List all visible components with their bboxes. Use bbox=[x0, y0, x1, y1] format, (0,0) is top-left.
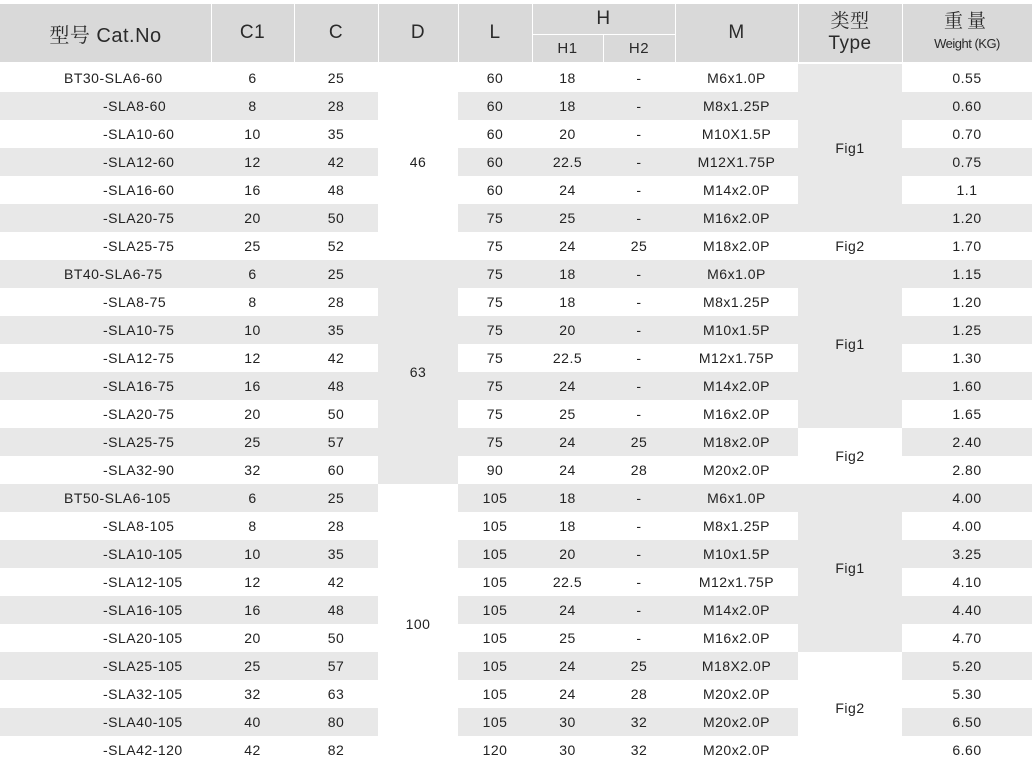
header-h1: H1 bbox=[532, 34, 603, 62]
table-row-h2: - bbox=[603, 596, 675, 624]
table-row-c1: 25 bbox=[211, 428, 294, 456]
table-row-l: 105 bbox=[482, 574, 508, 590]
header-divider bbox=[211, 4, 212, 62]
table-row-h1: 18 bbox=[532, 92, 603, 120]
table-row-c1: 32 bbox=[244, 462, 261, 478]
table-row-h1: 18 bbox=[532, 484, 603, 512]
table-row-cat-no: -SLA20-105 bbox=[103, 630, 183, 646]
group-d-value: 46 bbox=[409, 154, 427, 170]
table-row-weight: 4.00 bbox=[902, 484, 1032, 512]
table-row-c1: 10 bbox=[211, 540, 294, 568]
table-row-h1: 24 bbox=[532, 428, 603, 456]
table-row-cat-no: -SLA20-75 bbox=[103, 406, 175, 422]
table-row-m: M10X1.5P bbox=[701, 126, 772, 142]
table-row-m: M8x1.25P bbox=[702, 294, 771, 310]
table-row-l: 120 bbox=[482, 742, 508, 758]
table-row-c1: 10 bbox=[211, 316, 294, 344]
table-row-l: 60 bbox=[486, 182, 504, 198]
table-row-c: 42 bbox=[294, 148, 378, 176]
table-row-m: M12x1.75P bbox=[698, 350, 775, 366]
header-type-en: Type bbox=[828, 33, 872, 54]
header-weight bbox=[902, 4, 1032, 62]
table-row-weight: 1.25 bbox=[902, 316, 1032, 344]
table-row-m: M6x1.0P bbox=[707, 70, 766, 86]
header-l: L bbox=[458, 4, 532, 62]
table-row-h2: - bbox=[603, 92, 675, 120]
header-divider bbox=[603, 34, 604, 62]
table-row-h2: 28 bbox=[630, 686, 648, 702]
table-row-h2: - bbox=[603, 372, 675, 400]
table-row-c1: 10 bbox=[244, 126, 261, 142]
table-row-cat-no: -SLA25-75 bbox=[103, 238, 175, 254]
table-row-h2: - bbox=[603, 484, 675, 512]
table-row-l: 75 bbox=[486, 350, 504, 366]
header-type-cn: 类型 bbox=[830, 11, 870, 32]
table-row-cat-no: -SLA32-90 bbox=[103, 462, 175, 478]
table-row-cat-no: -SLA8-60 bbox=[0, 92, 211, 120]
table-row-l: 75 bbox=[458, 372, 532, 400]
table-row-l: 60 bbox=[458, 92, 532, 120]
table-row-h2: - bbox=[636, 518, 642, 534]
table-row-h2: - bbox=[636, 70, 642, 86]
table-row-c1: 8 bbox=[248, 294, 257, 310]
table-row-c: 50 bbox=[294, 204, 378, 232]
table-row-c1: 25 bbox=[211, 652, 294, 680]
table-row-cat-no: -SLA25-75 bbox=[0, 428, 211, 456]
table-row-h1: 20 bbox=[532, 540, 603, 568]
table-row-c1: 8 bbox=[248, 518, 257, 534]
table-row-h1: 25 bbox=[559, 406, 576, 422]
table-row-cat-no: -SLA8-105 bbox=[103, 518, 175, 534]
table-row-c1: 40 bbox=[211, 708, 294, 736]
header-c: C bbox=[294, 4, 378, 62]
header-weight-cn: 重量 bbox=[943, 11, 990, 32]
header-divider bbox=[378, 4, 379, 62]
table-row-cat-no: -SLA16-105 bbox=[0, 596, 211, 624]
table-row-weight: 1.70 bbox=[952, 238, 982, 254]
table-row-c1: 12 bbox=[244, 574, 261, 590]
group-type-value: Fig1 bbox=[798, 64, 902, 232]
table-row-cat-no: -SLA25-105 bbox=[0, 652, 211, 680]
table-row-c: 35 bbox=[327, 126, 345, 142]
group-type-value: Fig1 bbox=[798, 260, 902, 428]
table-row-l: 105 bbox=[458, 540, 532, 568]
table-row-h1: 18 bbox=[559, 70, 576, 86]
table-row-m: M8x1.25P bbox=[702, 518, 771, 534]
table-row-weight: 1.20 bbox=[952, 294, 982, 310]
table-row-cat-no: -SLA42-120 bbox=[103, 742, 183, 758]
table-row-m: M6x1.0P bbox=[675, 260, 798, 288]
table-row-c: 25 bbox=[294, 484, 378, 512]
table-row-h2: 25 bbox=[630, 238, 648, 254]
table-row-l: 105 bbox=[482, 630, 508, 646]
table-row-weight: 0.55 bbox=[952, 70, 982, 86]
table-row-m: M20x2.0P bbox=[702, 686, 771, 702]
table-row-h1: 24 bbox=[532, 372, 603, 400]
table-row-weight: 1.15 bbox=[902, 260, 1032, 288]
table-row-h1: 18 bbox=[532, 260, 603, 288]
table-row-c1: 25 bbox=[244, 238, 261, 254]
table-row-h1: 24 bbox=[559, 462, 576, 478]
table-row-m: M12x1.75P bbox=[698, 574, 775, 590]
table-row-m: M14x2.0P bbox=[675, 596, 798, 624]
table-row-c1: 12 bbox=[244, 350, 261, 366]
table-row-h1: 18 bbox=[559, 294, 576, 310]
header-divider bbox=[902, 4, 903, 62]
table-row-c: 48 bbox=[294, 596, 378, 624]
table-row-h2: 25 bbox=[603, 428, 675, 456]
table-row-h2: - bbox=[636, 182, 642, 198]
table-row-l: 75 bbox=[458, 204, 532, 232]
table-row-h1: 24 bbox=[532, 596, 603, 624]
table-row-weight: 3.25 bbox=[902, 540, 1032, 568]
table-row-l: 105 bbox=[458, 708, 532, 736]
table-row-c1: 8 bbox=[211, 92, 294, 120]
table-row-h2: 32 bbox=[603, 708, 675, 736]
table-row-c1: 20 bbox=[211, 204, 294, 232]
table-row-c1: 42 bbox=[244, 742, 261, 758]
table-row-weight: 1.65 bbox=[952, 406, 982, 422]
table-row-m: M16x2.0P bbox=[675, 204, 798, 232]
table-row-weight: 1.1 bbox=[956, 182, 978, 198]
table-row-c1: 16 bbox=[211, 596, 294, 624]
table-row-m: M6x1.0P bbox=[675, 484, 798, 512]
table-row-h1: 24 bbox=[532, 652, 603, 680]
header-divider bbox=[458, 4, 459, 62]
table-row-c1: 16 bbox=[244, 182, 261, 198]
table-row-weight: 4.40 bbox=[902, 596, 1032, 624]
table-row-cat-no: -SLA10-60 bbox=[103, 126, 175, 142]
header-h: H bbox=[532, 4, 675, 34]
header-divider bbox=[294, 4, 295, 62]
table-row-c1: 20 bbox=[244, 406, 261, 422]
table-row-l: 105 bbox=[458, 652, 532, 680]
table-row-h2: - bbox=[603, 260, 675, 288]
group-type-value: Fig1 bbox=[798, 484, 902, 652]
table-row-l: 105 bbox=[458, 596, 532, 624]
table-row-cat-no: -SLA20-75 bbox=[0, 204, 211, 232]
table-row-h2: - bbox=[636, 574, 642, 590]
table-row-c: 28 bbox=[294, 92, 378, 120]
table-row-weight: 5.20 bbox=[902, 652, 1032, 680]
header-h2: H2 bbox=[603, 34, 675, 62]
table-row-weight: 2.80 bbox=[952, 462, 982, 478]
table-row-h2: 28 bbox=[630, 462, 648, 478]
table-row-cat-no: -SLA32-105 bbox=[103, 686, 183, 702]
table-row-weight: 4.00 bbox=[952, 518, 982, 534]
table-row-h2: 25 bbox=[603, 652, 675, 680]
table-row-c: 48 bbox=[294, 372, 378, 400]
table-row-c: 50 bbox=[327, 630, 345, 646]
header-divider bbox=[675, 4, 676, 62]
table-row-weight: 1.60 bbox=[902, 372, 1032, 400]
table-row-c: 42 bbox=[327, 350, 345, 366]
group-d-value: 100 bbox=[405, 616, 431, 632]
table-row-c1: 16 bbox=[211, 372, 294, 400]
table-row-weight: 1.30 bbox=[952, 350, 982, 366]
header-c1: C1 bbox=[211, 4, 294, 62]
table-row-cat-no: -SLA16-75 bbox=[0, 372, 211, 400]
table-row-h2: 32 bbox=[630, 742, 648, 758]
table-row-c: 42 bbox=[327, 574, 345, 590]
table-row-cat-no: BT30-SLA6-60 bbox=[64, 70, 163, 86]
table-row-weight: 4.70 bbox=[952, 630, 982, 646]
table-row-l: 75 bbox=[458, 260, 532, 288]
table-row-cat-no: -SLA40-105 bbox=[0, 708, 211, 736]
table-row-h2: - bbox=[636, 350, 642, 366]
table-row-cat-no: -SLA10-105 bbox=[0, 540, 211, 568]
table-row-c: 63 bbox=[327, 686, 345, 702]
table-row-weight: 0.70 bbox=[952, 126, 982, 142]
table-row-l: 105 bbox=[482, 518, 508, 534]
header-m: M bbox=[675, 4, 798, 62]
table-row-l: 60 bbox=[458, 148, 532, 176]
table-row-c: 80 bbox=[294, 708, 378, 736]
header-divider bbox=[798, 4, 799, 62]
table-row-c: 25 bbox=[294, 260, 378, 288]
table-row-weight: 2.40 bbox=[902, 428, 1032, 456]
table-row-h1: 30 bbox=[532, 708, 603, 736]
table-row-h1: 25 bbox=[532, 204, 603, 232]
table-row-c: 57 bbox=[294, 428, 378, 456]
table-row-h1: 25 bbox=[559, 630, 576, 646]
table-row-h1: 22.5 bbox=[552, 350, 583, 366]
header-type bbox=[798, 4, 902, 62]
table-row-h1: 22.5 bbox=[552, 574, 583, 590]
table-row-c: 35 bbox=[294, 540, 378, 568]
table-row-weight: 6.50 bbox=[902, 708, 1032, 736]
table-row-cat-no: -SLA8-75 bbox=[103, 294, 167, 310]
table-row-c: 35 bbox=[294, 316, 378, 344]
table-row-h2: - bbox=[636, 294, 642, 310]
table-row-l: 75 bbox=[458, 316, 532, 344]
table-row-c: 25 bbox=[327, 70, 345, 86]
table-row-c1: 6 bbox=[211, 260, 294, 288]
table-row-weight: 5.30 bbox=[952, 686, 982, 702]
table-row-cat-no: -SLA12-105 bbox=[103, 574, 183, 590]
table-row-m: M18x2.0P bbox=[675, 428, 798, 456]
table-row-weight: 0.60 bbox=[902, 92, 1032, 120]
table-row-c: 57 bbox=[294, 652, 378, 680]
table-row-h1: 22.5 bbox=[532, 148, 603, 176]
table-row-h1: 20 bbox=[559, 126, 576, 142]
table-row-cat-no: -SLA12-75 bbox=[103, 350, 175, 366]
header-d: D bbox=[378, 4, 458, 62]
table-row-m: M16x2.0P bbox=[702, 630, 771, 646]
table-row-h2: - bbox=[636, 126, 642, 142]
table-row-l: 90 bbox=[486, 462, 504, 478]
table-row-h1: 24 bbox=[559, 686, 576, 702]
table-row-l: 75 bbox=[458, 428, 532, 456]
table-row-h2: - bbox=[636, 630, 642, 646]
table-row-cat-no: -SLA12-60 bbox=[0, 148, 211, 176]
table-row-c: 28 bbox=[327, 518, 345, 534]
table-row-m: M8x1.25P bbox=[675, 92, 798, 120]
table-row-h1: 30 bbox=[559, 742, 576, 758]
table-row-h1: 18 bbox=[559, 518, 576, 534]
table-row-h1: 24 bbox=[559, 238, 576, 254]
group-type-value: Fig2 bbox=[835, 448, 865, 464]
table-row-l: 60 bbox=[486, 70, 504, 86]
table-row-h1: 20 bbox=[532, 316, 603, 344]
table-row-m: M12X1.75P bbox=[675, 148, 798, 176]
table-row-m: M20x2.0P bbox=[702, 742, 771, 758]
table-row-c: 52 bbox=[327, 238, 345, 254]
table-row-cat-no: BT50-SLA6-105 bbox=[0, 484, 211, 512]
table-row-m: M10x1.5P bbox=[675, 540, 798, 568]
table-row-weight: 6.60 bbox=[952, 742, 982, 758]
table-row-h2: - bbox=[603, 204, 675, 232]
group-type-value: Fig2 bbox=[835, 238, 865, 254]
header-weight-en: Weight (KG) bbox=[934, 36, 1000, 51]
table-row-m: M14x2.0P bbox=[675, 372, 798, 400]
table-row-m: M14x2.0P bbox=[702, 182, 771, 198]
table-row-m: M18x2.0P bbox=[702, 238, 771, 254]
table-row-cat-no: -SLA16-60 bbox=[103, 182, 175, 198]
group-d-value: 63 bbox=[378, 260, 458, 484]
table-row-h2: - bbox=[603, 540, 675, 568]
table-row-c: 50 bbox=[327, 406, 345, 422]
table-row-c1: 6 bbox=[211, 484, 294, 512]
table-row-weight: 4.10 bbox=[952, 574, 982, 590]
table-row-cat-no: BT40-SLA6-75 bbox=[0, 260, 211, 288]
table-row-h2: - bbox=[636, 406, 642, 422]
table-row-c: 28 bbox=[327, 294, 345, 310]
table-row-cat-no: -SLA10-75 bbox=[0, 316, 211, 344]
table-row-c1: 6 bbox=[248, 70, 257, 86]
table-row-h2: - bbox=[603, 148, 675, 176]
table-row-c1: 20 bbox=[244, 630, 261, 646]
table-row-m: M10x1.5P bbox=[675, 316, 798, 344]
table-row-l: 105 bbox=[458, 484, 532, 512]
header-cat-no: 型号 Cat.No bbox=[0, 4, 211, 62]
table-row-m: M20x2.0P bbox=[675, 708, 798, 736]
table-row-l: 75 bbox=[486, 238, 504, 254]
header-divider bbox=[532, 4, 533, 62]
header-divider bbox=[532, 34, 675, 35]
table-row-weight: 1.20 bbox=[902, 204, 1032, 232]
table-row-c: 60 bbox=[327, 462, 345, 478]
table-row-m: M20x2.0P bbox=[702, 462, 771, 478]
table-row-weight: 0.75 bbox=[902, 148, 1032, 176]
table-row-l: 75 bbox=[486, 294, 504, 310]
table-row-l: 75 bbox=[486, 406, 504, 422]
table-row-c1: 12 bbox=[211, 148, 294, 176]
table-row-c: 82 bbox=[327, 742, 345, 758]
table-row-c: 48 bbox=[327, 182, 345, 198]
table-row-c1: 32 bbox=[244, 686, 261, 702]
table-row-l: 60 bbox=[486, 126, 504, 142]
table-row-m: M18X2.0P bbox=[675, 652, 798, 680]
group-type-value: Fig2 bbox=[835, 700, 865, 716]
table-row-h2: - bbox=[603, 316, 675, 344]
table-row-m: M16x2.0P bbox=[702, 406, 771, 422]
table-row-h1: 24 bbox=[559, 182, 576, 198]
table-row-l: 105 bbox=[482, 686, 508, 702]
